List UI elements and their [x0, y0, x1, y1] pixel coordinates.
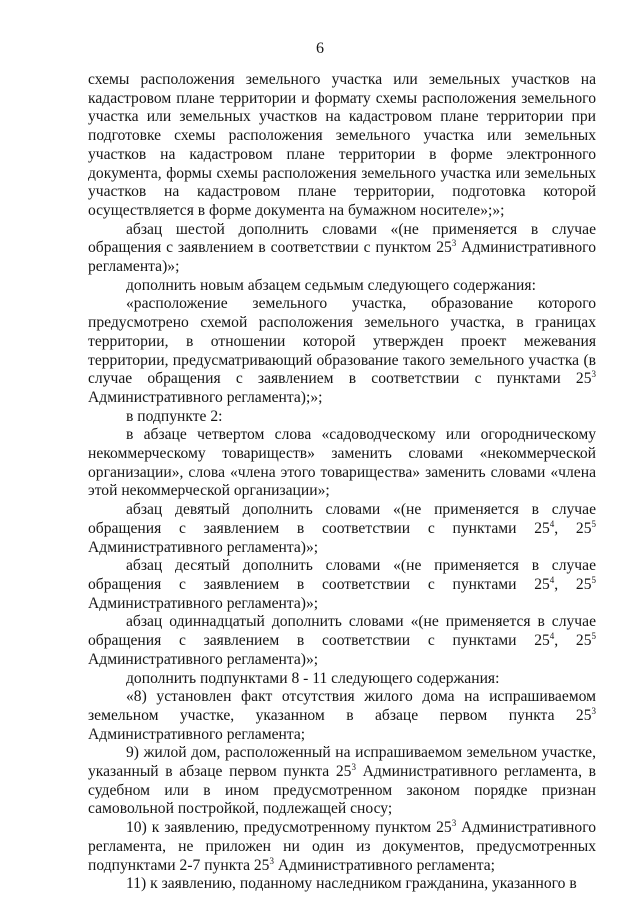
superscript-index: 3 — [591, 369, 596, 380]
paragraph-text: дополнить новым абзацем седьмым следующего содержания: — [126, 276, 536, 294]
paragraph-11 — [88, 688, 596, 744]
paragraph-text: дополнить подпунктами 8 - 11 следующего содержания: — [126, 669, 500, 687]
superscript-index: 4 — [549, 518, 555, 529]
paragraph-6 — [88, 426, 596, 501]
paragraph-12 — [88, 744, 596, 819]
superscript-index: 3 — [451, 818, 457, 829]
paragraph-text: Административного регламента)»; — [88, 650, 319, 668]
paragraph-text: 9) жилой дом, расположенный на испрашиваемом земельном участке, указанный в абзаце первом пункта 25 — [88, 744, 596, 781]
paragraph-10 — [88, 670, 596, 689]
paragraph-text: Административного регламента; — [88, 725, 306, 743]
paragraph-5 — [88, 408, 596, 427]
superscript-index: 5 — [591, 574, 597, 585]
paragraph-text: Административного регламента)»; — [88, 594, 319, 612]
paragraph-text: Административного регламента, не приложен ни один из документов, предусмотренных подпунктами 2-7 пункта 25 — [88, 819, 596, 874]
paragraph-8 — [88, 557, 596, 613]
superscript-index: 4 — [549, 574, 555, 585]
paragraph-text: в подпункте 2: — [126, 407, 223, 425]
superscript-index: 3 — [269, 855, 274, 866]
paragraph-text: схемы расположения земельного участка или земельных участков на кадастровом плане территории и формату схемы расположения земельного участка или земельных участков на кадастровом плане территории при подготовке схемы расположения земельного участка или земельных участков на кадастровом плане территории в форме электронного документа, формы схемы расположения земельного участка или земельных участков на кадастровом плане территории, подготовка которой осуществляется в форме документа на бумажном носителе»;»; — [88, 71, 596, 219]
superscript-index: 5 — [591, 631, 597, 642]
paragraph-text: , 25 — [554, 575, 592, 593]
superscript-index: 3 — [351, 762, 356, 773]
paragraph-text: «расположение земельного участка, образование которого предусмотрено схемой расположения земельного участка, в границах территории, в отношении которой утвержден проект межевания территории, предусматривающий образование такого земельного участка (в случае обращения с заявлением в соответствии с пунктами 25 — [88, 295, 596, 388]
paragraph-text: «8) установлен факт отсутствия жилого дома на испрашиваемом земельном участке, указанном в абзаце первом пункта 25 — [88, 688, 596, 724]
paragraph-text: в абзаце четвертом слова «садоводческому или огородническому некоммерческому товариществ» заменить словами «некоммерческой организации», слова «члена этого товарищества» заменить словами «члена этой некоммерческой организации»; — [88, 426, 596, 500]
document-body — [88, 71, 596, 894]
paragraph-text: 11) к заявлению, поданному наследником гражданина, указанного в — [126, 875, 577, 893]
paragraph-text: Административного регламента)»; — [88, 239, 596, 276]
paragraph-text: , 25 — [554, 519, 592, 537]
superscript-index: 4 — [549, 631, 555, 642]
paragraph-text: 10) к заявлению, предусмотренному пунктом 25 — [126, 819, 452, 837]
page-number: 6 — [316, 40, 324, 57]
paragraph-text: Административного регламента, в судебном или в ином предусмотренном законом порядке признан самовольной постройкой, подлежащей сносу; — [88, 763, 596, 818]
paragraph-text: , 25 — [554, 632, 592, 650]
paragraph-text: абзац девятый дополнить словами «(не применяется в случае обращения с заявлением в соответствии с пунктами 25 — [88, 501, 596, 537]
superscript-index: 3 — [451, 238, 457, 249]
paragraph-3 — [88, 277, 596, 296]
paragraph-1 — [88, 71, 596, 221]
paragraph-text: Административного регламента; — [273, 856, 496, 874]
paragraph-text: Административного регламента)»; — [88, 538, 319, 556]
paragraph-text: Административного регламента);»; — [88, 388, 323, 406]
paragraph-7 — [88, 501, 596, 557]
paragraph-text: абзац шестой дополнить словами «(не применяется в случае обращения с заявлением в соответствии с пунктом 25 — [88, 220, 596, 257]
superscript-index: 3 — [591, 705, 596, 716]
paragraph-text: абзац одиннадцатый дополнить словами «(не применяется в случае обращения с заявлением в соответствии с пунктами 25 — [88, 613, 596, 650]
superscript-index: 5 — [591, 518, 597, 529]
paragraph-13 — [88, 819, 596, 875]
paragraph-9 — [88, 613, 596, 669]
paragraph-14 — [88, 875, 596, 894]
paragraph-text: абзац десятый дополнить словами «(не применяется в случае обращения с заявлением в соответствии с пунктами 25 — [88, 557, 596, 593]
paragraph-4 — [88, 295, 596, 407]
paragraph-2 — [88, 221, 596, 277]
